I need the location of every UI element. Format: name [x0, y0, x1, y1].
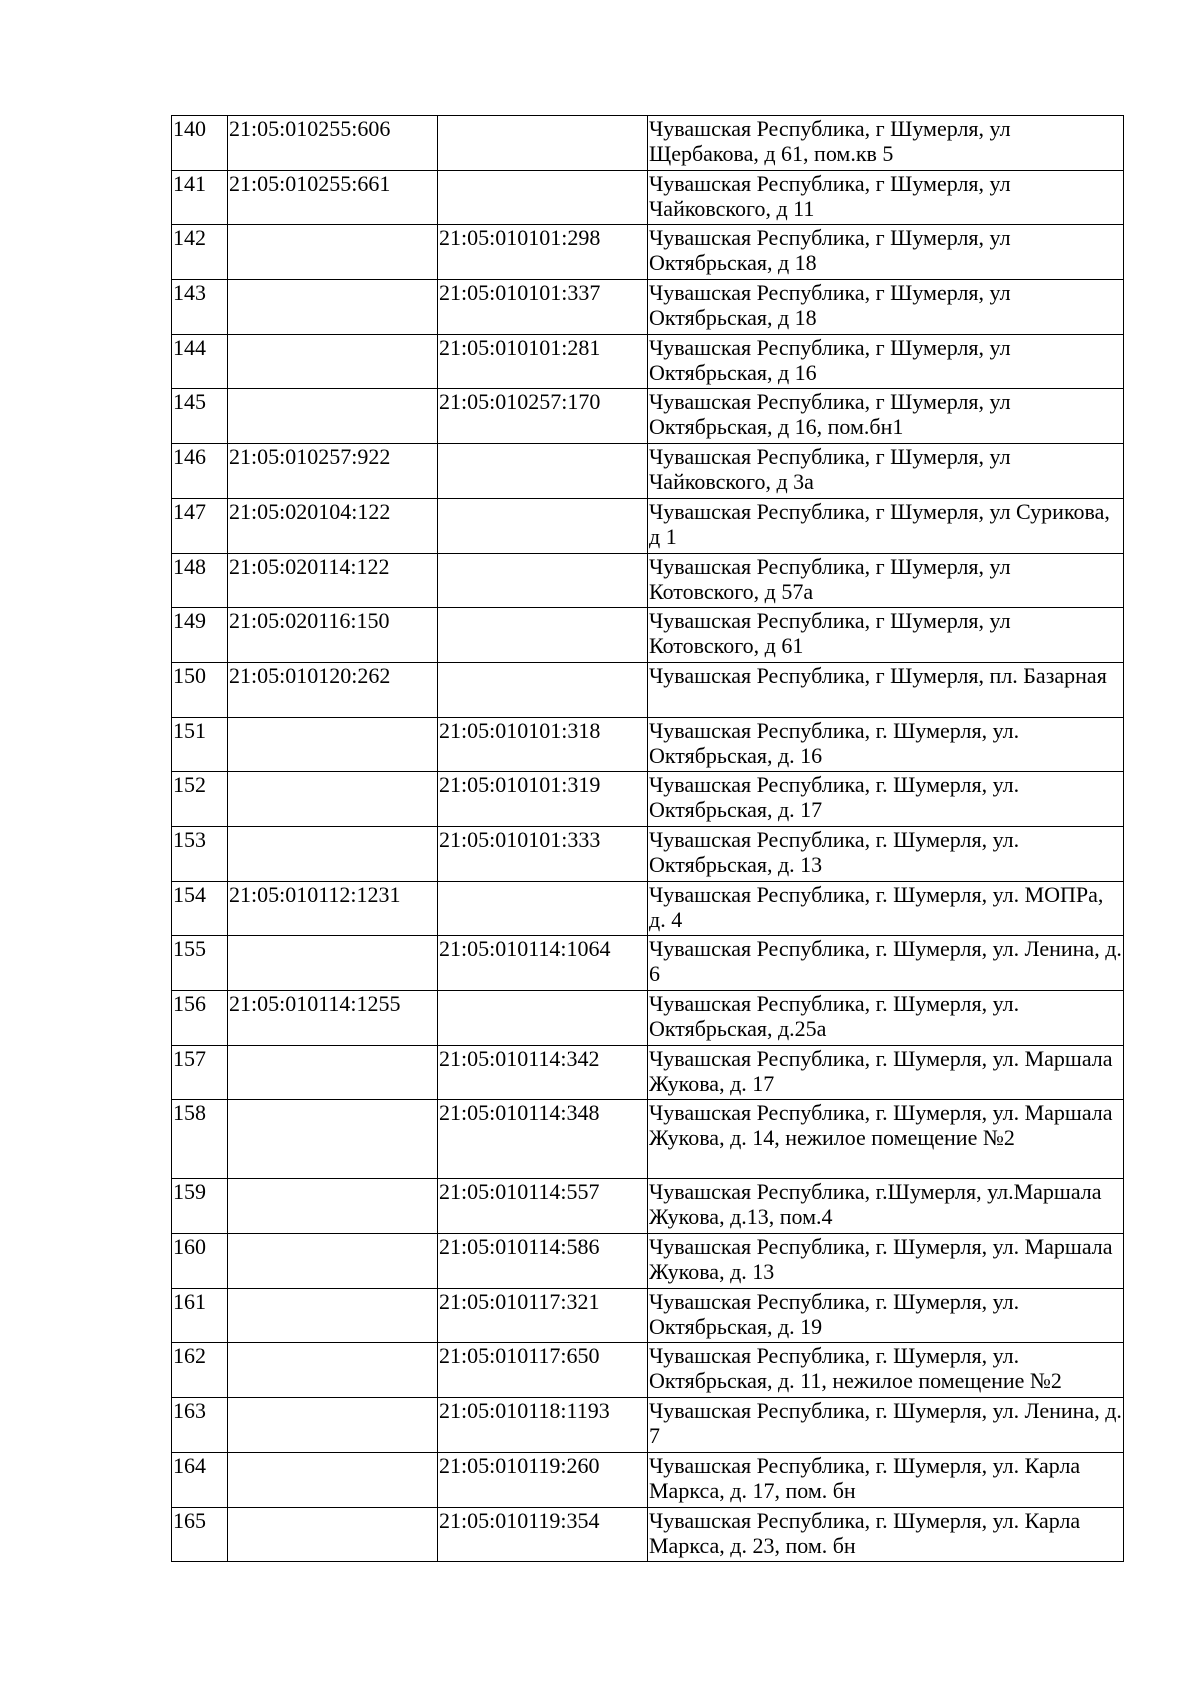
- table-row: [172, 1398, 1124, 1453]
- row-number-cell: 144: [172, 334, 228, 389]
- land-cadastral-cell: [228, 1234, 438, 1289]
- row-number-cell: 159: [172, 1179, 228, 1234]
- row-number-cell: 165: [172, 1507, 228, 1562]
- address-cell: Чувашская Республика, г Шумерля, ул Чайковского, д 11: [648, 170, 1124, 225]
- land-cadastral-cell: [228, 936, 438, 991]
- address-cell: Чувашская Республика, г Шумерля, ул Щербакова, д 61, пом.кв 5: [648, 116, 1124, 171]
- row-number-cell: 157: [172, 1045, 228, 1100]
- table-row: [172, 1288, 1124, 1343]
- table-row: [172, 553, 1124, 608]
- building-cadastral-cell: 21:05:010114:586: [438, 1234, 648, 1289]
- row-number-cell: 143: [172, 280, 228, 335]
- land-cadastral-cell: 21:05:020116:150: [228, 608, 438, 663]
- building-cadastral-cell: 21:05:010101:337: [438, 280, 648, 335]
- land-cadastral-cell: [228, 1343, 438, 1398]
- table-row: [172, 881, 1124, 936]
- table-row: [172, 170, 1124, 225]
- row-number-cell: 145: [172, 389, 228, 444]
- table-row: [172, 116, 1124, 171]
- row-number-cell: 152: [172, 772, 228, 827]
- address-cell: Чувашская Республика, г. Шумерля, ул. Ленина, д. 6: [648, 936, 1124, 991]
- land-cadastral-cell: 21:05:010255:606: [228, 116, 438, 171]
- land-cadastral-cell: [228, 826, 438, 881]
- building-cadastral-cell: 21:05:010101:318: [438, 717, 648, 772]
- land-cadastral-cell: [228, 1179, 438, 1234]
- address-cell: Чувашская Республика, г. Шумерля, ул. Маршала Жукова, д. 17: [648, 1045, 1124, 1100]
- building-cadastral-cell: [438, 498, 648, 553]
- row-number-cell: 147: [172, 498, 228, 553]
- building-cadastral-cell: 21:05:010101:333: [438, 826, 648, 881]
- table-row: [172, 1507, 1124, 1562]
- land-cadastral-cell: [228, 717, 438, 772]
- building-cadastral-cell: 21:05:010117:650: [438, 1343, 648, 1398]
- land-cadastral-cell: [228, 1288, 438, 1343]
- row-number-cell: 163: [172, 1398, 228, 1453]
- land-cadastral-cell: [228, 389, 438, 444]
- land-cadastral-cell: 21:05:010112:1231: [228, 881, 438, 936]
- address-cell: Чувашская Республика, г. Шумерля, ул. Октябрьская, д. 13: [648, 826, 1124, 881]
- address-cell: Чувашская Республика, г. Шумерля, ул. Октябрьская, д. 11, нежилое помещение №2: [648, 1343, 1124, 1398]
- address-cell: Чувашская Республика, г.Шумерля, ул.Маршала Жукова, д.13, пом.4: [648, 1179, 1124, 1234]
- land-cadastral-cell: 21:05:020114:122: [228, 553, 438, 608]
- table-row: [172, 444, 1124, 499]
- address-cell: Чувашская Республика, г. Шумерля, ул. Октябрьская, д.25а: [648, 991, 1124, 1046]
- building-cadastral-cell: [438, 170, 648, 225]
- table-row: [172, 280, 1124, 335]
- building-cadastral-cell: 21:05:010114:557: [438, 1179, 648, 1234]
- row-number-cell: 142: [172, 225, 228, 280]
- land-cadastral-cell: [228, 772, 438, 827]
- row-number-cell: 164: [172, 1452, 228, 1507]
- address-cell: Чувашская Республика, г. Шумерля, ул. МОПРа, д. 4: [648, 881, 1124, 936]
- land-cadastral-cell: [228, 225, 438, 280]
- land-cadastral-cell: [228, 1452, 438, 1507]
- property-registry-table: [171, 115, 1124, 1562]
- table-row: [172, 608, 1124, 663]
- table-row: [172, 1100, 1124, 1179]
- table-row: [172, 1452, 1124, 1507]
- table-row: [172, 1234, 1124, 1289]
- land-cadastral-cell: 21:05:010114:1255: [228, 991, 438, 1046]
- address-cell: Чувашская Республика, г. Шумерля, ул. Маршала Жукова, д. 14, нежилое помещение №2: [648, 1100, 1124, 1179]
- table-row: [172, 717, 1124, 772]
- row-number-cell: 158: [172, 1100, 228, 1179]
- table-row: [172, 991, 1124, 1046]
- table-row: [172, 772, 1124, 827]
- row-number-cell: 149: [172, 608, 228, 663]
- address-cell: Чувашская Республика, г Шумерля, ул Октябрьская, д 16, пом.бн1: [648, 389, 1124, 444]
- land-cadastral-cell: [228, 1507, 438, 1562]
- building-cadastral-cell: 21:05:010101:298: [438, 225, 648, 280]
- land-cadastral-cell: 21:05:020104:122: [228, 498, 438, 553]
- land-cadastral-cell: 21:05:010255:661: [228, 170, 438, 225]
- table-row: [172, 225, 1124, 280]
- land-cadastral-cell: [228, 1100, 438, 1179]
- building-cadastral-cell: 21:05:010257:170: [438, 389, 648, 444]
- building-cadastral-cell: [438, 553, 648, 608]
- building-cadastral-cell: 21:05:010114:348: [438, 1100, 648, 1179]
- address-cell: Чувашская Республика, г Шумерля, ул Октябрьская, д 18: [648, 225, 1124, 280]
- row-number-cell: 146: [172, 444, 228, 499]
- land-cadastral-cell: [228, 334, 438, 389]
- row-number-cell: 156: [172, 991, 228, 1046]
- table-row: [172, 334, 1124, 389]
- table-row: [172, 826, 1124, 881]
- row-number-cell: 153: [172, 826, 228, 881]
- row-number-cell: 150: [172, 662, 228, 717]
- row-number-cell: 141: [172, 170, 228, 225]
- row-number-cell: 155: [172, 936, 228, 991]
- building-cadastral-cell: 21:05:010114:342: [438, 1045, 648, 1100]
- table-row: [172, 1343, 1124, 1398]
- table-row: [172, 1045, 1124, 1100]
- address-cell: Чувашская Республика, г. Шумерля, ул. Маршала Жукова, д. 13: [648, 1234, 1124, 1289]
- address-cell: Чувашская Республика, г. Шумерля, ул. Октябрьская, д. 16: [648, 717, 1124, 772]
- row-number-cell: 148: [172, 553, 228, 608]
- row-number-cell: 140: [172, 116, 228, 171]
- building-cadastral-cell: [438, 881, 648, 936]
- building-cadastral-cell: 21:05:010114:1064: [438, 936, 648, 991]
- building-cadastral-cell: [438, 608, 648, 663]
- address-cell: Чувашская Республика, г Шумерля, ул Октябрьская, д 18: [648, 280, 1124, 335]
- land-cadastral-cell: [228, 280, 438, 335]
- address-cell: Чувашская Республика, г. Шумерля, ул. Ленина, д. 7: [648, 1398, 1124, 1453]
- building-cadastral-cell: 21:05:010119:260: [438, 1452, 648, 1507]
- land-cadastral-cell: 21:05:010257:922: [228, 444, 438, 499]
- address-cell: Чувашская Республика, г. Шумерля, ул. Октябрьская, д. 17: [648, 772, 1124, 827]
- address-cell: Чувашская Республика, г Шумерля, ул Октябрьская, д 16: [648, 334, 1124, 389]
- building-cadastral-cell: [438, 444, 648, 499]
- building-cadastral-cell: [438, 991, 648, 1046]
- building-cadastral-cell: 21:05:010101:319: [438, 772, 648, 827]
- table-row: [172, 389, 1124, 444]
- address-cell: Чувашская Республика, г Шумерля, ул Сурикова, д 1: [648, 498, 1124, 553]
- table-row: [172, 936, 1124, 991]
- address-cell: Чувашская Республика, г Шумерля, ул Котовского, д 57а: [648, 553, 1124, 608]
- address-cell: Чувашская Республика, г. Шумерля, ул. Октябрьская, д. 19: [648, 1288, 1124, 1343]
- address-cell: Чувашская Республика, г Шумерля, пл. Базарная: [648, 662, 1124, 717]
- property-registry-body: [172, 116, 1124, 1562]
- land-cadastral-cell: 21:05:010120:262: [228, 662, 438, 717]
- building-cadastral-cell: [438, 662, 648, 717]
- row-number-cell: 161: [172, 1288, 228, 1343]
- table-row: [172, 498, 1124, 553]
- row-number-cell: 162: [172, 1343, 228, 1398]
- table-row: [172, 662, 1124, 717]
- land-cadastral-cell: [228, 1398, 438, 1453]
- land-cadastral-cell: [228, 1045, 438, 1100]
- address-cell: Чувашская Республика, г. Шумерля, ул. Карла Маркса, д. 23, пом. бн: [648, 1507, 1124, 1562]
- row-number-cell: 151: [172, 717, 228, 772]
- table-row: [172, 1179, 1124, 1234]
- row-number-cell: 160: [172, 1234, 228, 1289]
- row-number-cell: 154: [172, 881, 228, 936]
- building-cadastral-cell: 21:05:010119:354: [438, 1507, 648, 1562]
- building-cadastral-cell: 21:05:010117:321: [438, 1288, 648, 1343]
- building-cadastral-cell: [438, 116, 648, 171]
- building-cadastral-cell: 21:05:010118:1193: [438, 1398, 648, 1453]
- address-cell: Чувашская Республика, г Шумерля, ул Чайковского, д 3а: [648, 444, 1124, 499]
- address-cell: Чувашская Республика, г. Шумерля, ул. Карла Маркса, д. 17, пом. бн: [648, 1452, 1124, 1507]
- building-cadastral-cell: 21:05:010101:281: [438, 334, 648, 389]
- address-cell: Чувашская Республика, г Шумерля, ул Котовского, д 61: [648, 608, 1124, 663]
